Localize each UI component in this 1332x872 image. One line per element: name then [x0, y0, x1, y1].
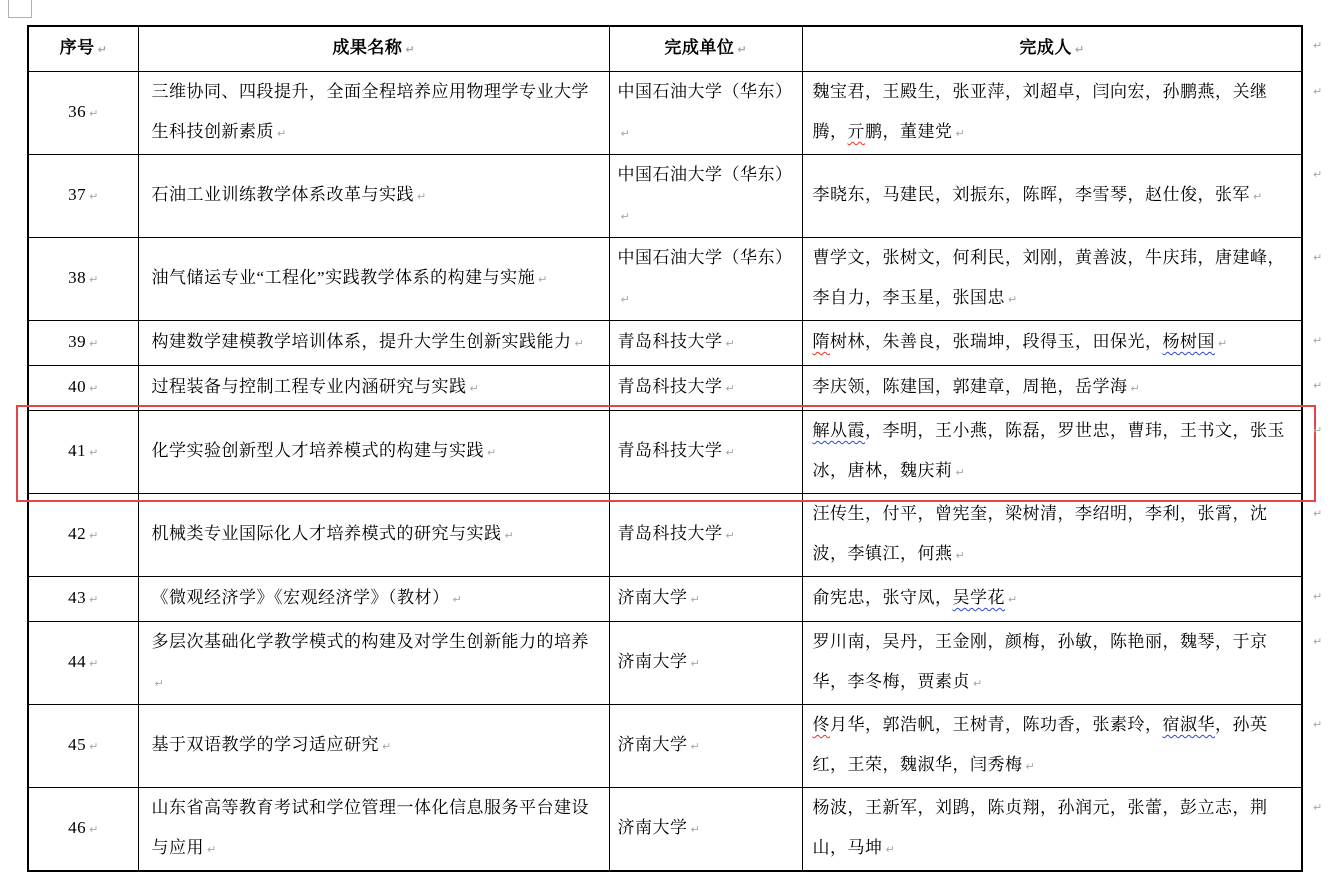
paragraph-mark-icon: ↵: [487, 446, 497, 459]
cell-people[interactable]: [802, 72, 1302, 155]
table-row: [28, 788, 1302, 872]
unit-text: 中国石油大学（华东）: [617, 165, 793, 184]
header-people[interactable]: [802, 26, 1302, 72]
header-unit[interactable]: [609, 26, 802, 72]
cell-achievement-name[interactable]: [138, 622, 609, 705]
header-people-label: 完成人: [1019, 38, 1072, 57]
header-name-label: 成果名称: [332, 38, 403, 57]
paragraph-mark-icon: ↵: [89, 273, 99, 286]
achievement-name-text: 山东省高等教育考试和学位管理一体化信息服务平台建设与应用: [151, 798, 589, 857]
table-row: [28, 622, 1302, 705]
paragraph-mark-icon: ↵: [382, 740, 392, 753]
table-handle-icon[interactable]: [8, 0, 32, 18]
achievement-name-text: 机械类专业国际化人才培养模式的研究与实践: [151, 524, 502, 543]
paragraph-mark-icon: ↵: [89, 740, 99, 753]
table-header-row: [28, 26, 1302, 72]
cell-unit[interactable]: [609, 238, 802, 321]
unit-text: 中国石油大学（华东）: [617, 82, 793, 101]
cell-seq[interactable]: [28, 321, 138, 366]
achievement-name-text: 油气储运专业“工程化”实践教学体系的构建与实施: [151, 268, 536, 287]
row-end-mark-icon: ↵: [1313, 167, 1323, 181]
cell-unit[interactable]: [609, 155, 802, 238]
people-text-squiggle-red: 佟: [812, 715, 830, 734]
cell-unit[interactable]: [609, 411, 802, 494]
cell-unit[interactable]: [609, 321, 802, 366]
achievement-name-text: 过程装备与控制工程专业内涵研究与实践: [151, 377, 467, 396]
cell-seq[interactable]: [28, 577, 138, 622]
people-text-squiggle-red: 隋: [812, 332, 830, 351]
paragraph-mark-icon: ↵: [1074, 43, 1085, 56]
header-unit-label: 完成单位: [664, 38, 735, 57]
row-end-mark-icon: ↵: [1313, 333, 1323, 347]
seq-value: 45: [68, 735, 87, 754]
paragraph-mark-icon: ↵: [725, 337, 735, 350]
achievement-name-text: 多层次基础化学教学模式的构建及对学生创新能力的培养: [151, 632, 589, 651]
cell-unit[interactable]: [609, 788, 802, 872]
cell-seq[interactable]: [28, 622, 138, 705]
paragraph-mark-icon: ↵: [469, 382, 479, 395]
row-end-mark-icon: ↵: [1313, 717, 1323, 731]
cell-people[interactable]: [802, 366, 1302, 411]
header-name[interactable]: [138, 26, 609, 72]
paragraph-mark-icon: ↵: [725, 529, 735, 542]
paragraph-mark-icon: ↵: [1008, 293, 1018, 306]
people-text-squiggle-blue: 吴学花: [952, 588, 1005, 607]
cell-achievement-name[interactable]: [138, 705, 609, 788]
cell-achievement-name[interactable]: [138, 72, 609, 155]
cell-people[interactable]: [802, 494, 1302, 577]
cell-people[interactable]: [802, 577, 1302, 622]
paragraph-mark-icon: ↵: [405, 43, 415, 56]
header-seq-label: 序号: [59, 38, 95, 57]
unit-text: 青岛科技大学: [617, 441, 723, 460]
paragraph-mark-icon: ↵: [620, 293, 630, 306]
unit-text: 青岛科技大学: [617, 524, 723, 543]
paragraph-mark-icon: ↵: [89, 190, 99, 203]
cell-people[interactable]: [802, 238, 1302, 321]
cell-achievement-name[interactable]: [138, 155, 609, 238]
cell-seq[interactable]: [28, 494, 138, 577]
unit-text: 济南大学: [617, 735, 688, 754]
people-text: 曹学文，张树文，何利民，刘刚，黄善波，牛庆玮，唐建峰，李自力，李玉星，张国忠: [812, 248, 1285, 307]
paragraph-mark-icon: ↵: [620, 127, 630, 140]
cell-achievement-name[interactable]: [138, 577, 609, 622]
paragraph-mark-icon: ↵: [89, 657, 99, 670]
cell-seq[interactable]: [28, 705, 138, 788]
cell-people[interactable]: [802, 622, 1302, 705]
table-row: [28, 366, 1302, 411]
people-text-squiggle-red: 亓: [847, 122, 865, 141]
unit-text: 青岛科技大学: [617, 377, 723, 396]
row-end-mark-icon: ↵: [1313, 250, 1323, 264]
paragraph-mark-icon: ↵: [277, 127, 287, 140]
row-end-mark-icon: ↵: [1313, 589, 1323, 603]
cell-seq[interactable]: [28, 788, 138, 872]
people-text-squiggle-blue: 宿淑华: [1162, 715, 1215, 734]
people-text-squiggle-blue: 解从霞: [812, 421, 865, 440]
paragraph-mark-icon: ↵: [89, 823, 99, 836]
paragraph-mark-icon: ↵: [690, 593, 700, 606]
cell-unit[interactable]: [609, 705, 802, 788]
cell-unit[interactable]: [609, 494, 802, 577]
paragraph-mark-icon: ↵: [89, 529, 99, 542]
paragraph-mark-icon: ↵: [690, 823, 700, 836]
cell-people[interactable]: [802, 411, 1302, 494]
cell-achievement-name[interactable]: [138, 238, 609, 321]
cell-people[interactable]: [802, 321, 1302, 366]
achievement-name-text: 化学实验创新型人才培养模式的构建与实践: [151, 441, 484, 460]
paragraph-mark-icon: ↵: [885, 843, 895, 856]
table-row: [28, 494, 1302, 577]
cell-seq[interactable]: [28, 411, 138, 494]
seq-value: 44: [68, 652, 87, 671]
paragraph-mark-icon: ↵: [89, 446, 99, 459]
seq-value: 38: [68, 268, 87, 287]
header-seq[interactable]: [28, 26, 138, 72]
cell-achievement-name[interactable]: [138, 411, 609, 494]
cell-seq[interactable]: [28, 72, 138, 155]
seq-value: 39: [68, 332, 87, 351]
paragraph-mark-icon: ↵: [538, 273, 548, 286]
table-body: [28, 72, 1302, 872]
paragraph-mark-icon: ↵: [955, 466, 965, 479]
people-text: 月华，郭浩帆，王树青，陈功香，张素玲，: [830, 715, 1163, 734]
paragraph-mark-icon: ↵: [574, 337, 584, 350]
table-row: [28, 411, 1302, 494]
achievement-name-text: 基于双语教学的学习适应研究: [151, 735, 379, 754]
paragraph-mark-icon: ↵: [725, 382, 735, 395]
paragraph-mark-icon: ↵: [1253, 190, 1263, 203]
cell-achievement-name[interactable]: [138, 788, 609, 872]
people-text: 罗川南，吴丹，王金刚，颜梅，孙敏，陈艳丽，魏琴，于京华，李冬梅，贾素贞: [812, 632, 1268, 691]
table-row: [28, 705, 1302, 788]
cell-people[interactable]: [802, 155, 1302, 238]
people-text: ，孙英红，王荣，魏淑华，闫秀梅: [812, 715, 1268, 774]
row-end-mark-icon: ↵: [1313, 506, 1323, 520]
paragraph-mark-icon: ↵: [725, 446, 735, 459]
people-text: 树林，朱善良，张瑞坤，段得玉，田保光，: [830, 332, 1163, 351]
people-text: 汪传生，付平，曾宪奎，梁树清，李绍明，李利，张霄，沈波，李镇江，何燕: [812, 504, 1268, 563]
cell-unit[interactable]: [609, 622, 802, 705]
people-text: 李晓东，马建民，刘振东，陈晖，李雪琴，赵仕俊，张军: [812, 185, 1250, 204]
row-end-mark-icon: ↵: [1313, 378, 1323, 392]
row-end-mark-icon: ↵: [1313, 39, 1323, 52]
people-text: 李庆领，陈建国，郭建章，周艳，岳学海: [812, 377, 1128, 396]
seq-value: 36: [68, 102, 87, 121]
cell-unit[interactable]: [609, 366, 802, 411]
paragraph-mark-icon: ↵: [89, 593, 99, 606]
row-end-mark-icon: ↵: [1313, 634, 1323, 648]
row-end-mark-icon: ↵: [1313, 800, 1323, 814]
cell-unit[interactable]: [609, 72, 802, 155]
paragraph-mark-icon: ↵: [1008, 593, 1018, 606]
table-row: [28, 321, 1302, 366]
paragraph-mark-icon: ↵: [89, 107, 99, 120]
table-row: [28, 577, 1302, 622]
people-text: 魏宝君，王殿生，张亚萍，刘超卓，闫向宏，孙鹏燕，关继腾，: [812, 82, 1268, 141]
achievement-name-text: 《微观经济学》《宏观经济学》（教材）: [151, 588, 450, 607]
paragraph-mark-icon: ↵: [955, 127, 965, 140]
seq-value: 41: [68, 441, 87, 460]
paragraph-mark-icon: ↵: [737, 43, 747, 56]
unit-text: 中国石油大学（华东）: [617, 248, 793, 267]
paragraph-mark-icon: ↵: [1130, 382, 1140, 395]
cell-achievement-name[interactable]: [138, 366, 609, 411]
cell-seq[interactable]: [28, 155, 138, 238]
seq-value: 46: [68, 818, 87, 837]
cell-achievement-name[interactable]: [138, 321, 609, 366]
unit-text: 济南大学: [617, 818, 688, 837]
paragraph-mark-icon: ↵: [504, 529, 514, 542]
paragraph-mark-icon: ↵: [97, 43, 107, 56]
seq-value: 37: [68, 185, 87, 204]
paragraph-mark-icon: ↵: [690, 740, 700, 753]
paragraph-mark-icon: ↵: [89, 382, 99, 395]
seq-value: 42: [68, 524, 87, 543]
cell-seq[interactable]: [28, 366, 138, 411]
achievement-name-text: 石油工业训练教学体系改革与实践: [151, 185, 414, 204]
row-end-mark-icon: ↵: [1313, 423, 1323, 437]
results-table: [27, 25, 1303, 872]
cell-achievement-name[interactable]: [138, 494, 609, 577]
unit-text: 济南大学: [617, 652, 688, 671]
people-text: 俞宪忠，张守凤，: [812, 588, 953, 607]
seq-value: 43: [68, 588, 87, 607]
cell-people[interactable]: [802, 788, 1302, 872]
table-row: [28, 238, 1302, 321]
paragraph-mark-icon: ↵: [1025, 760, 1035, 773]
row-end-mark-icon: ↵: [1313, 84, 1323, 98]
table-row: [28, 72, 1302, 155]
paragraph-mark-icon: ↵: [1218, 337, 1228, 350]
paragraph-mark-icon: ↵: [154, 677, 164, 690]
paragraph-mark-icon: ↵: [973, 677, 983, 690]
achievement-name-text: 三维协同、四段提升，全面全程培养应用物理学专业大学生科技创新素质: [151, 82, 589, 141]
paragraph-mark-icon: ↵: [452, 593, 462, 606]
paragraph-mark-icon: ↵: [417, 190, 427, 203]
people-text-squiggle-blue: 杨树国: [1162, 332, 1215, 351]
paragraph-mark-icon: ↵: [89, 337, 99, 350]
paragraph-mark-icon: ↵: [690, 657, 700, 670]
paragraph-mark-icon: ↵: [620, 210, 630, 223]
cell-unit[interactable]: [609, 577, 802, 622]
seq-value: 40: [68, 377, 87, 396]
people-text: ，李明，王小燕，陈磊，罗世忠，曹玮，王书文，张玉冰，唐林，魏庆莉: [812, 421, 1285, 480]
achievement-name-text: 构建数学建模教学培训体系，提升大学生创新实践能力: [151, 332, 572, 351]
cell-seq[interactable]: [28, 238, 138, 321]
people-text: 鹏，董建党: [865, 122, 953, 141]
paragraph-mark-icon: ↵: [955, 549, 965, 562]
unit-text: 青岛科技大学: [617, 332, 723, 351]
unit-text: 济南大学: [617, 588, 688, 607]
paragraph-mark-icon: ↵: [207, 843, 217, 856]
table-row: [28, 155, 1302, 238]
people-text: 杨波，王新军，刘鹍，陈贞翔，孙润元，张蕾，彭立志，荆山，马坤: [812, 798, 1268, 857]
cell-people[interactable]: [802, 705, 1302, 788]
